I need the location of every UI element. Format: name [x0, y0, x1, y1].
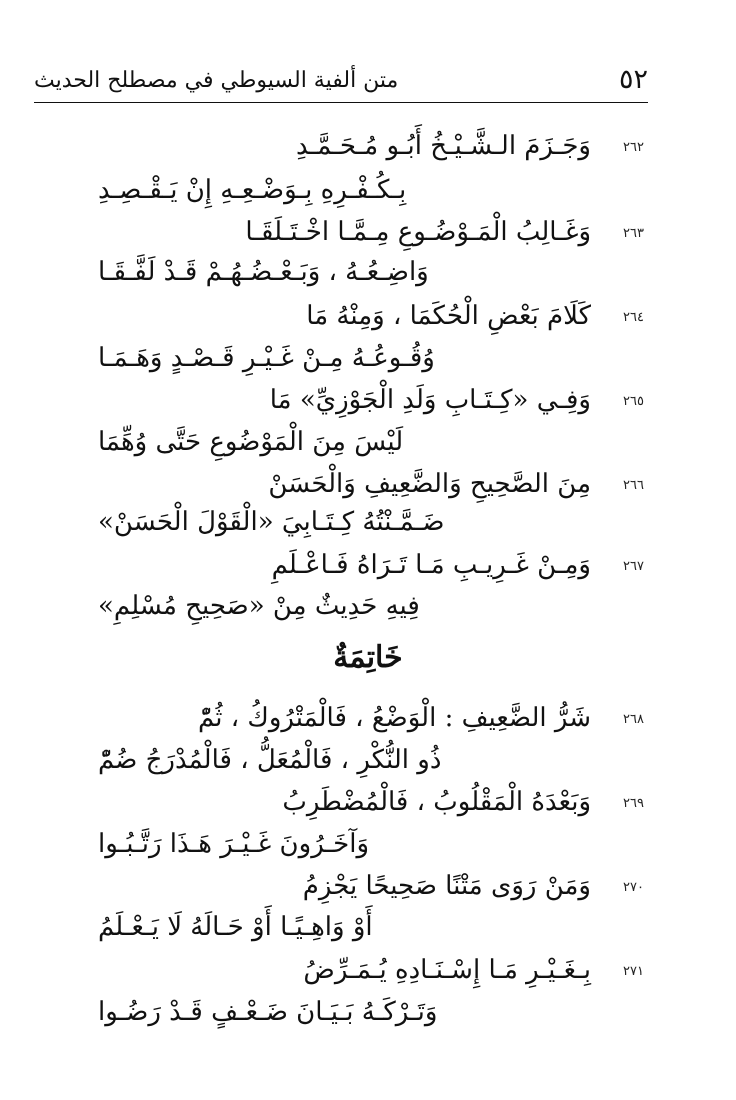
verse-number: ٢٦٧ [623, 559, 644, 574]
second-hemistich: وَآخَـرُونَ غَـيْـرَ هَـذَا رَتَّـبُـوا [98, 829, 370, 859]
verse-267-second [0, 586, 736, 630]
verse-262-second [0, 170, 736, 214]
verse-265 [0, 380, 736, 424]
verse-number: ٢٦٥ [623, 394, 644, 409]
section-title: خَاتِمَةٌ [333, 640, 403, 675]
verse-268-second [0, 740, 736, 784]
verse-263-second [0, 252, 736, 296]
first-hemistich: كَلَامَ بَعْضِ الْحُكَمَا ، وَمِنْهُ مَا [306, 301, 591, 331]
verse-number: ٢٦٨ [623, 712, 644, 727]
verse-265-second [0, 422, 736, 466]
first-hemistich: وَجَـزَمَ الـشَّـيْـخُ أَبُـو مُـحَـمَّـدِ [295, 131, 591, 161]
verse-266-second [0, 502, 736, 546]
second-hemistich: أَوْ وَاهِـيًـا أَوْ حَـالَهُ لَا يَـعْـلَمُ [98, 912, 373, 942]
verse-271 [0, 950, 736, 994]
verse-270 [0, 866, 736, 910]
verse-270-second [0, 907, 736, 951]
verse-264 [0, 296, 736, 340]
verse-number: ٢٦٤ [623, 310, 644, 325]
verse-number: ٢٦٦ [623, 478, 644, 493]
second-hemistich: وُقُـوعُـهُ مِـنْ غَـيْـرِ قَـصْـدٍ وَهَـمَـا [98, 343, 435, 373]
second-hemistich: ذُو النُّكْرِ ، فَالْمُعَلُّ ، فَالْمُدْرَجُ ضُمّْ [98, 745, 442, 775]
first-hemistich: وَبَعْدَهُ الْمَقْلُوبُ ، فَالْمُضْطَرِبُ [282, 787, 591, 817]
first-hemistich: شَرُّ الضَّعِيفِ : الْوَضْعُ ، فَالْمَتْرُوكُ ، ثُمّْ [197, 703, 591, 733]
second-hemistich: بِـكُـفْـرِهِ بِـوَضْـعِـهِ إِنْ يَـقْـصِـدِ [98, 175, 407, 205]
second-hemistich: وَاضِـعُـهُ ، وَبَـعْـضُـهُـمْ قَـدْ لَفَّـقَـا [98, 257, 429, 287]
verse-267 [0, 545, 736, 589]
first-hemistich: وَمِـنْ غَـرِيـبِ مَـا تَـرَاهُ فَـاعْـلَمِ [271, 550, 591, 580]
verse-268 [0, 698, 736, 742]
second-hemistich: ضَـمَّـنْتُهُ كِـتَـابِيَ «الْقَوْلَ الْحَسَنْ» [98, 507, 445, 537]
verse-269-second [0, 824, 736, 868]
first-hemistich: بِـغَـيْـرِ مَـا إِسْـنَـادِهِ يُـمَـرِّضُ [303, 955, 591, 985]
verse-number: ٢٧٠ [623, 880, 644, 895]
page-number: ٥٢ [618, 64, 648, 95]
first-hemistich: وَفِـي «كِـتَـابِ وَلَدِ الْجَوْزِيِّ» مَا [269, 385, 591, 415]
verse-264-second [0, 338, 736, 382]
verse-262 [0, 126, 736, 170]
second-hemistich: وَتَـرْكَـهُ بَـيَـانَ ضَـعْـفٍ قَـدْ رَضُـوا [98, 997, 438, 1027]
second-hemistich: لَيْسَ مِنَ الْمَوْضُوعِ حَتَّى وُهِّمَا [98, 427, 404, 457]
verse-271-second [0, 992, 736, 1036]
verse-number: ٢٦٣ [623, 226, 644, 241]
verse-269 [0, 782, 736, 826]
verse-number: ٢٦٢ [623, 140, 644, 155]
running-title: متن ألفية السيوطي في مصطلح الحديث [34, 68, 399, 93]
verse-number: ٢٧١ [623, 964, 644, 979]
second-hemistich: فِيهِ حَدِيثٌ مِنْ «صَحِيحِ مُسْلِمِ» [98, 591, 420, 621]
first-hemistich: وَمَنْ رَوَى مَتْنًا صَحِيحًا يَجْزِمُ [302, 871, 591, 901]
page-header [34, 62, 648, 103]
verse-263 [0, 212, 736, 256]
first-hemistich: وَغَـالِبُ الْمَـوْضُـوعِ مِـمَّـا اخْـتَـلَقَـا [245, 217, 591, 247]
verse-number: ٢٦٩ [623, 796, 644, 811]
first-hemistich: مِنَ الصَّحِيحِ وَالضَّعِيفِ وَالْحَسَنْ [268, 469, 591, 499]
